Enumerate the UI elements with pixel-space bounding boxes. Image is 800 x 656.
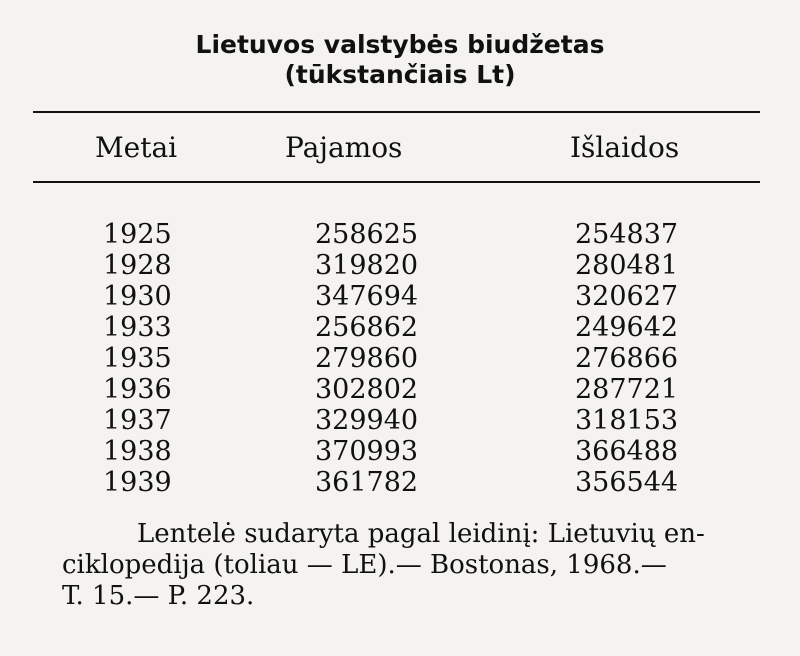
year-cell: 1930 [103, 281, 172, 312]
revenue-cell: 329940 [315, 405, 419, 436]
expenditure-cell: 280481 [575, 250, 679, 281]
source-note-line: Lentelė sudaryta pagal leidinį: Lietuvių en- [137, 519, 705, 549]
year-cell: 1939 [103, 467, 172, 498]
year-cell: 1938 [103, 436, 172, 467]
table-row [0, 312, 800, 343]
revenue-cell: 347694 [315, 281, 419, 312]
year-cell: 1936 [103, 374, 172, 405]
table-row [0, 250, 800, 281]
expenditure-cell: 249642 [575, 312, 679, 343]
table-row [0, 467, 800, 498]
revenue-cell: 319820 [315, 250, 419, 281]
year-cell: 1925 [103, 219, 172, 250]
revenue-cell: 302802 [315, 374, 419, 405]
header-rule [33, 181, 760, 183]
year-cell: 1935 [103, 343, 172, 374]
expenditure-cell: 320627 [575, 281, 679, 312]
table-row [0, 374, 800, 405]
source-note-line: ciklopedija (toliau — LE).— Bostonas, 1968.— [62, 550, 667, 580]
table-row [0, 436, 800, 467]
table-subtitle: (tūkstančiais Lt) [284, 60, 516, 89]
expenditure-cell: 366488 [575, 436, 679, 467]
table-row [0, 405, 800, 436]
expenditure-cell: 254837 [575, 219, 679, 250]
expenditure-cell: 287721 [575, 374, 679, 405]
expenditure-cell: 356544 [575, 467, 679, 498]
year-cell: 1928 [103, 250, 172, 281]
header-pajamos: Pajamos [285, 131, 403, 164]
revenue-cell: 361782 [315, 467, 419, 498]
table-row [0, 281, 800, 312]
header-metai: Metai [95, 131, 178, 164]
year-cell: 1937 [103, 405, 172, 436]
table-row [0, 343, 800, 374]
revenue-cell: 370993 [315, 436, 419, 467]
revenue-cell: 279860 [315, 343, 419, 374]
year-cell: 1933 [103, 312, 172, 343]
revenue-cell: 258625 [315, 219, 419, 250]
header-islaidos: Išlaidos [570, 131, 680, 164]
source-note [62, 519, 762, 612]
expenditure-cell: 276866 [575, 343, 679, 374]
source-note-line: T. 15.— P. 223. [62, 581, 255, 611]
top-rule [33, 111, 760, 113]
table-row [0, 219, 800, 250]
table-title: Lietuvos valstybės biudžetas [195, 30, 605, 59]
expenditure-cell: 318153 [575, 405, 679, 436]
revenue-cell: 256862 [315, 312, 419, 343]
